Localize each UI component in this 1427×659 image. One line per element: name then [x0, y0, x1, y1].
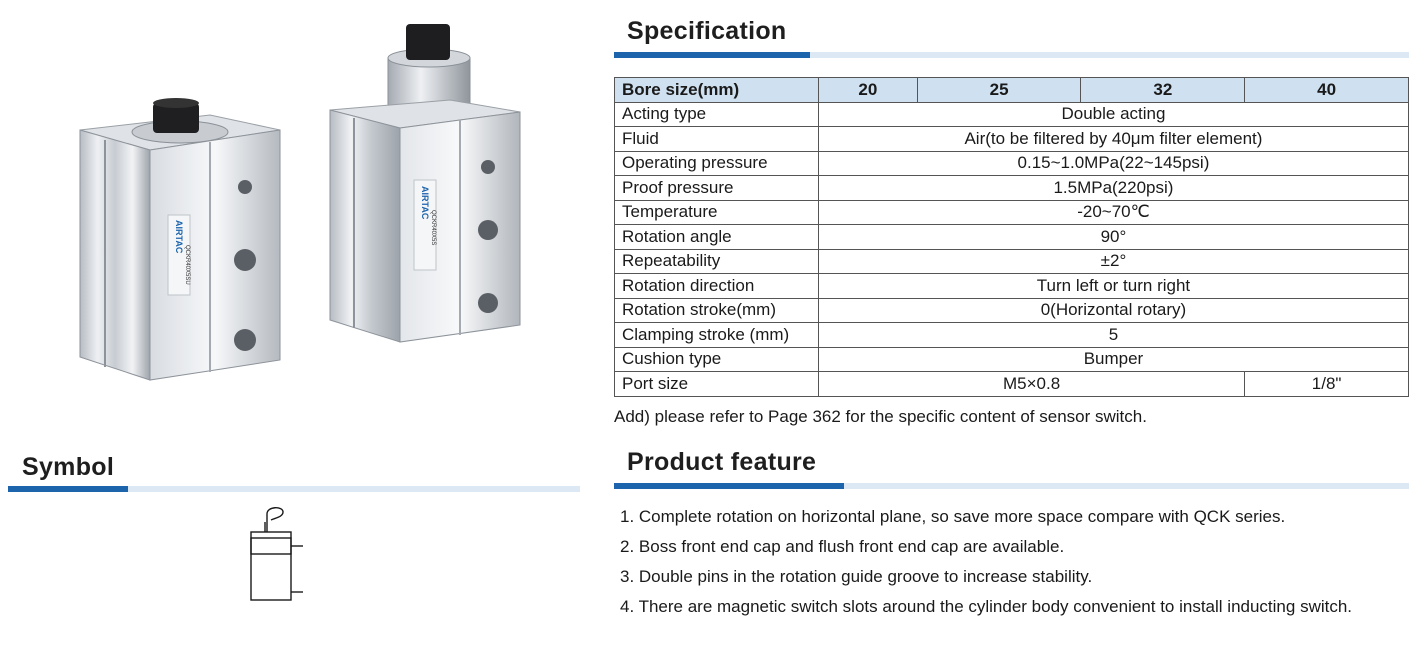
table-row	[615, 347, 1409, 372]
cylinder-symbol	[245, 502, 310, 604]
feature-list	[620, 506, 1420, 626]
row-value: 0(Horizontal rotary)	[818, 298, 1408, 323]
row-label: Rotation stroke(mm)	[615, 298, 819, 323]
product-feature-title-bar	[614, 483, 1409, 489]
specification-title-bar	[614, 52, 1409, 58]
row-value: 5	[818, 323, 1408, 348]
symbol-title-bar	[8, 486, 580, 492]
spec-note: Add) please refer to Page 362 for the specific content of sensor switch.	[614, 407, 1147, 426]
table-row	[615, 372, 1409, 397]
list-item: 4. There are magnetic switch slots around the cylinder body convenient to install inducting switch.	[620, 597, 1353, 616]
row-value: -20~70℃	[818, 200, 1408, 225]
row-value: Air(to be filtered by 40μm filter element)	[818, 127, 1408, 152]
table-row	[615, 298, 1409, 323]
row-value: Double acting	[818, 102, 1408, 127]
table-header-row	[615, 78, 1409, 103]
header-cell: 40	[1245, 78, 1409, 103]
row-label: Rotation direction	[615, 274, 819, 299]
row-label: Proof pressure	[615, 176, 819, 201]
label-brand-left: AIRTAC	[174, 220, 184, 254]
header-cell: 20	[818, 78, 917, 103]
header-cell: 25	[917, 78, 1081, 103]
row-value: 1.5MPa(220psi)	[818, 176, 1408, 201]
list-item: 3. Double pins in the rotation guide groove to increase stability.	[620, 567, 1093, 586]
row-value: Turn left or turn right	[818, 274, 1408, 299]
row-label: Cushion type	[615, 347, 819, 372]
specification-table	[614, 77, 1409, 397]
specification-title: Specification	[627, 17, 787, 45]
row-value: ±2°	[818, 249, 1408, 274]
symbol-title: Symbol	[22, 453, 115, 481]
table-row	[615, 176, 1409, 201]
table-row	[615, 323, 1409, 348]
table-row	[615, 200, 1409, 225]
row-value: 90°	[818, 225, 1408, 250]
table-row	[615, 127, 1409, 152]
row-label: Operating pressure	[615, 151, 819, 176]
row-label: Fluid	[615, 127, 819, 152]
label-model-right: QCKR40X5S	[430, 210, 436, 246]
header-cell: Bore size(mm)	[615, 78, 819, 103]
row-value: M5×0.8	[818, 372, 1244, 397]
row-value: 1/8"	[1245, 372, 1409, 397]
table-row	[615, 274, 1409, 299]
label-brand-right: AIRTAC	[420, 186, 430, 220]
cylinder-photo-right	[320, 20, 540, 345]
header-cell: 32	[1081, 78, 1245, 103]
table-row	[615, 249, 1409, 274]
label-model-left: QCKR40X5SU	[184, 245, 190, 285]
row-label: Temperature	[615, 200, 819, 225]
row-label: Clamping stroke (mm)	[615, 323, 819, 348]
list-item: 2. Boss front end cap and flush front end cap are available.	[620, 537, 1065, 556]
row-value: Bumper	[818, 347, 1408, 372]
row-label: Acting type	[615, 102, 819, 127]
table-row	[615, 102, 1409, 127]
row-label: Repeatability	[615, 249, 819, 274]
product-feature-title: Product feature	[627, 448, 817, 476]
cylinder-photo-left	[60, 95, 310, 385]
table-row	[615, 225, 1409, 250]
row-value: 0.15~1.0MPa(22~145psi)	[818, 151, 1408, 176]
row-label: Rotation angle	[615, 225, 819, 250]
list-item: 1. Complete rotation on horizontal plane, so save more space compare with QCK series.	[620, 507, 1286, 526]
row-label: Port size	[615, 372, 819, 397]
table-row	[615, 151, 1409, 176]
